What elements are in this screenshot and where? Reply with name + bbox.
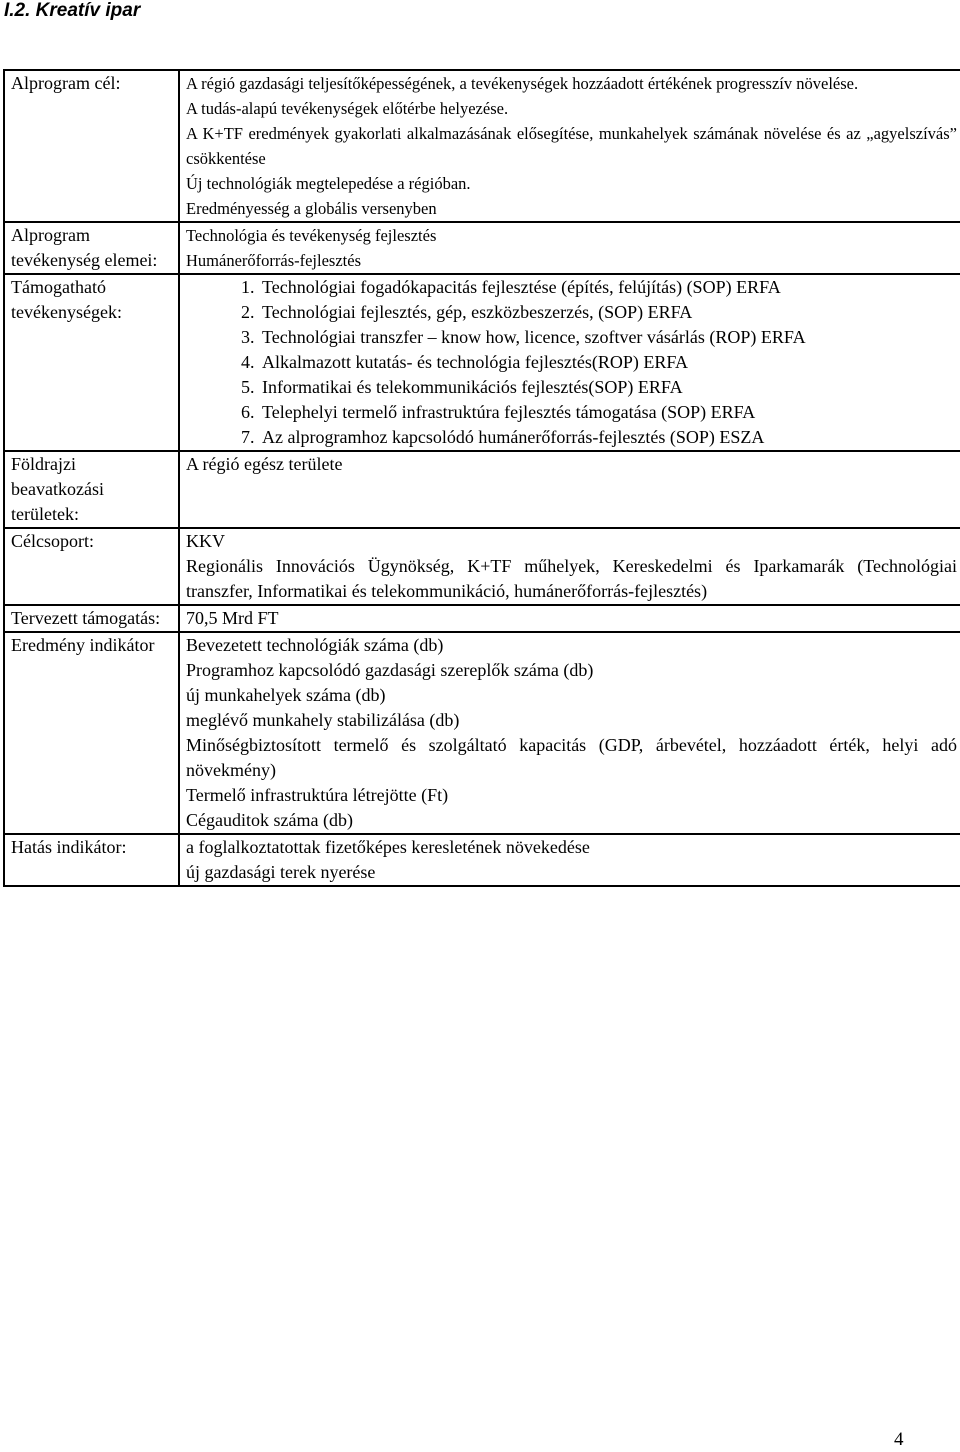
result-indicator-item: új munkahelyek száma (db): [186, 685, 386, 705]
goal-value: [179, 70, 960, 222]
eligible-activity: 2. Technológiai fejlesztés, gép, eszközbeszerzés, (SOP) ERFA: [259, 300, 957, 325]
impact-indicator-item: új gazdasági terek nyerése: [186, 862, 376, 882]
eligible-activities-value: [179, 274, 960, 451]
goal-line: Új technológiák megtelepedése a régióban.: [186, 174, 471, 193]
result-indicator-label: Eredmény indikátor: [4, 632, 179, 834]
result-indicator-item: meglévő munkahely stabilizálása (db): [186, 710, 460, 730]
goal-line: A régió gazdasági teljesítőképességének, a tevékenységek hozzáadott értékének progresszív növelése.: [186, 74, 859, 93]
page-number: 4: [894, 1429, 904, 1450]
row-geographic-area: [4, 451, 960, 528]
eligible-activity: 5. Informatikai és telekommunikációs fejlesztés(SOP) ERFA: [259, 375, 957, 400]
subprogram-table: [3, 69, 960, 887]
eligible-activity: 7. Az alprogramhoz kapcsolódó humánerőforrás-fejlesztés (SOP) ESZA: [259, 425, 957, 450]
result-indicator-value: [179, 632, 960, 834]
row-goal: [4, 70, 960, 222]
eligible-activity: 3. Technológiai transzfer – know how, licence, szoftver vásárlás (ROP) ERFA: [259, 325, 957, 350]
row-activity-elements: [4, 222, 960, 274]
goal-label: Alprogram cél:: [4, 70, 179, 222]
result-indicator-item: Bevezetett technológiák száma (db): [186, 635, 444, 655]
target-group-line: Regionális Innovációs Ügynökség, K+TF műhelyek, Kereskedelmi és Iparkamarák (Technológiai transzfer, Informatikai és telekommunikáció, humánerőforrás-fejlesztés): [186, 556, 957, 601]
eligible-activity: 6. Telephelyi termelő infrastruktúra fejlesztés támogatása (SOP) ERFA: [259, 400, 957, 425]
goal-line: Eredményesség a globális versenyben: [186, 199, 437, 218]
impact-indicator-item: a foglalkoztatottak fizetőképes keresletének növekedése: [186, 837, 590, 857]
activity-element: Humánerőforrás-fejlesztés: [186, 251, 361, 270]
planned-support-amount: 70,5 Mrd FT: [186, 608, 279, 628]
eligible-activities-label: Támogatható tevékenységek:: [4, 274, 179, 451]
activity-elements-label: Alprogram tevékenység elemei:: [4, 222, 179, 274]
activity-elements-value: [179, 222, 960, 274]
activity-element: Technológia és tevékenység fejlesztés: [186, 226, 437, 245]
row-impact-indicator: [4, 834, 960, 886]
geographic-area-line: A régió egész területe: [186, 454, 343, 474]
geographic-area-value: [179, 451, 960, 528]
goal-line: A tudás-alapú tevékenységek előtérbe helyezése.: [186, 99, 509, 118]
planned-support-value: [179, 605, 960, 632]
goal-line: A K+TF eredmények gyakorlati alkalmazásának elősegítése, munkahelyek számának növelése és az „agyelszívás” csökkentése: [186, 124, 957, 168]
eligible-activity: 1. Technológiai fogadókapacitás fejlesztése (építés, felújítás) (SOP) ERFA: [259, 275, 957, 300]
row-planned-support: [4, 605, 960, 632]
planned-support-label: Tervezett támogatás:: [4, 605, 179, 632]
result-indicator-item: Cégauditok száma (db): [186, 810, 353, 830]
impact-indicator-label: Hatás indikátor:: [4, 834, 179, 886]
target-group-label: Célcsoport:: [4, 528, 179, 605]
eligible-activities-list: [186, 275, 957, 450]
target-group-value: [179, 528, 960, 605]
result-indicator-item: Minőségbiztosított termelő és szolgáltató kapacitás (GDP, árbevétel, hozzáadott érték, helyi adó növekmény): [186, 735, 957, 780]
result-indicator-item: Programhoz kapcsolódó gazdasági szereplők száma (db): [186, 660, 594, 680]
impact-indicator-value: [179, 834, 960, 886]
target-group-line: KKV: [186, 531, 225, 551]
geographic-area-label: Földrajzi beavatkozási területek:: [4, 451, 179, 528]
row-target-group: [4, 528, 960, 605]
row-eligible-activities: [4, 274, 960, 451]
row-result-indicator: [4, 632, 960, 834]
eligible-activity: 4. Alkalmazott kutatás- és technológia fejlesztés(ROP) ERFA: [259, 350, 957, 375]
section-heading: I.2. Kreatív ipar: [4, 0, 141, 21]
result-indicator-item: Termelő infrastruktúra létrejötte (Ft): [186, 785, 449, 805]
